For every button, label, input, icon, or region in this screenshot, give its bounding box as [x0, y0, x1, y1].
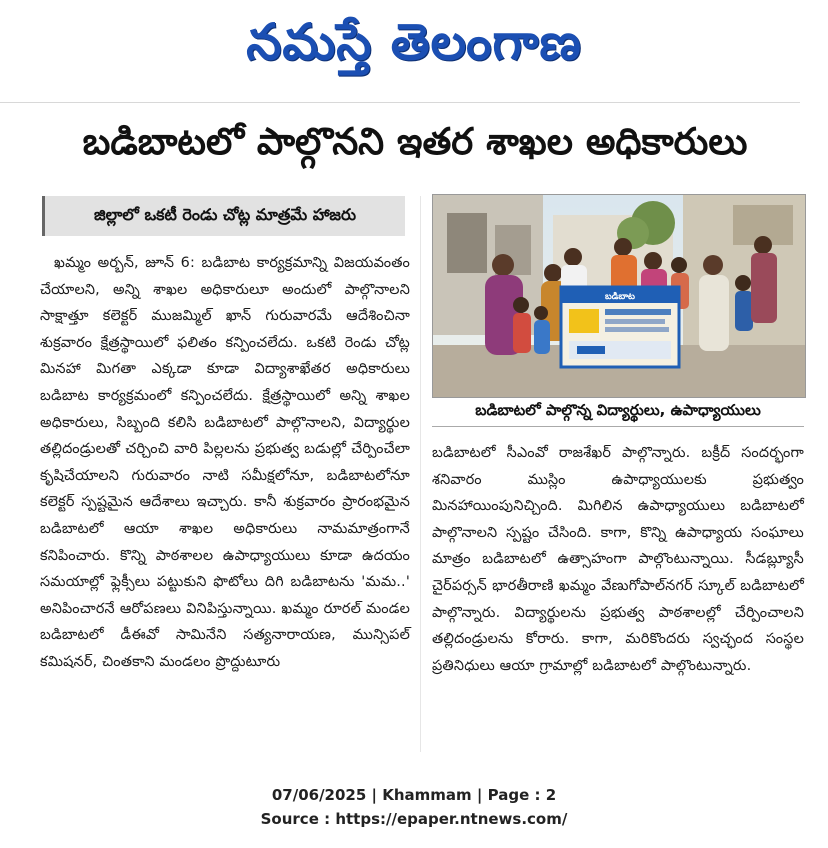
article-headline: బడిబాటలో పాల్గొనని ఇతర శాఖల అధికారులు: [82, 120, 748, 163]
footer-page: Page : 2: [487, 786, 557, 804]
footer-source: [0, 810, 828, 828]
footer-publication-info: [0, 786, 828, 804]
article-paragraph-right: బడిబాటలో సీఎంవో రాజశేఖర్ పాల్గొన్నారు. బక్రీద్ సందర్భంగా శనివారం ముస్లిం ఉపాధ్యాయులకు ప్రభుత్వం మినహాయింపునిచ్చింది. మిగిలిన ఉపాధ్యాయులు బడిబాటలో పాల్గొనాలని స్పష్టం చేసింది. కాగా, కొన్ని ఉపాధ్యాయ సంఘాలు మాత్రం బడిబాటలో ఉత్సాహంగా పాల్గొంటున్నాయి. సీడబ్ల్యూసీ చైర్‌పర్సన్ భారతీరాణి ఖమ్మం వేణుగోపాల్‌నగర్ స్కూల్ బడిబాటలో పాల్గొన్నారు. విద్యార్థులను ప్రభుత్వ పాఠశాలల్లో చేర్పించాలని తల్లిదండ్రులను కోరారు. కాగా, మరికొందరు స్వచ్ఛంద సంస్థల ప్రతినిధులు ఆయా గ్రామాల్లో బడిబాటలో పాల్గొంటున్నారు.: [432, 445, 804, 674]
column-divider: [420, 196, 421, 752]
footer-date: 07/06/2025: [271, 786, 367, 804]
footer-separator: |: [476, 786, 483, 804]
footer-edition: Khammam: [382, 786, 472, 804]
photo-caption: బడిబాటలో పాల్గొన్న విద్యార్థులు, ఉపాధ్యాయులు: [432, 398, 804, 427]
footer-separator: |: [371, 786, 378, 804]
masthead-divider: [0, 102, 800, 103]
article-subheadline: జిల్లాలో ఒకటీ రెండు చోట్ల మాత్రమే హాజరు: [42, 196, 405, 236]
masthead: [0, 0, 828, 96]
photo-illustration: [433, 195, 805, 397]
banner-title: బడిబాట: [604, 292, 636, 302]
article-photo: [432, 194, 806, 398]
footer-source-link[interactable]: Source : https://epaper.ntnews.com/: [260, 810, 568, 828]
newspaper-logo: నమస్తే తెలంగాణ: [246, 12, 582, 71]
badibata-banner: [561, 287, 679, 367]
article-paragraph-left: ఖమ్మం అర్బన్, జూన్ 6: బడిబాట కార్యక్రమాన్ని విజయవంతం చేయాలని, అన్ని శాఖల అధికారులూ అందులో పాల్గొనాలని సాక్షాత్తూ కలెక్టర్ ముజమ్మిల్ ఖాన్ గురువారమే ఆదేశించినా శుక్రవారం క్షేత్రస్థాయిలో ఫలితం కన్పించలేదు. ఒకటి రెండు చోట్ల మినహా మిగతా ఎక్కడా కూడా విద్యాశాఖేతర అధికారులు బడిబాట కార్యక్రమంలో కన్పించలేదు. క్షేత్రస్థాయిలో అన్ని శాఖల అధికారులు, సిబ్బంది కలిసి బడిబాటలో పాల్గొనాలని, విద్యార్థుల తల్లిదండ్రులతో చర్చించి వారి పిల్లలను ప్రభుత్వ బడుల్లో చేర్పించేలా కృషిచేయాలని గురువారం నాటి సమీక్షలోనూ, బడిబాటలోనూ కలెక్టర్ స్పష్టమైన ఆదేశాలు ఇచ్చారు. కానీ శుక్రవారం ప్రారంభమైన బడిబాటలో ఆయా శాఖల అధికారులు నామమాత్రంగానే కనిపించారు. కొన్ని పాఠశాలల ఉపాధ్యాయులు కూడా ఉదయం సమయాల్లో ఫ్లెక్సీలు పట్టుకుని ఫొటోలు దిగి బడిబాటను 'మమ..' అనిపించారనే ఆరోపణలు వినిపిస్తున్నాయి. ఖమ్మం రూరల్ మండల బడిబాటలో డీఈవో సామినేని సత్యనారాయణ, మున్సిపల్ కమిషనర్, చింతకాని మండలం ప్రొద్దుటూరు: [40, 255, 410, 670]
article-body-right-column: [432, 440, 804, 679]
article-body-left-column: [40, 250, 410, 676]
